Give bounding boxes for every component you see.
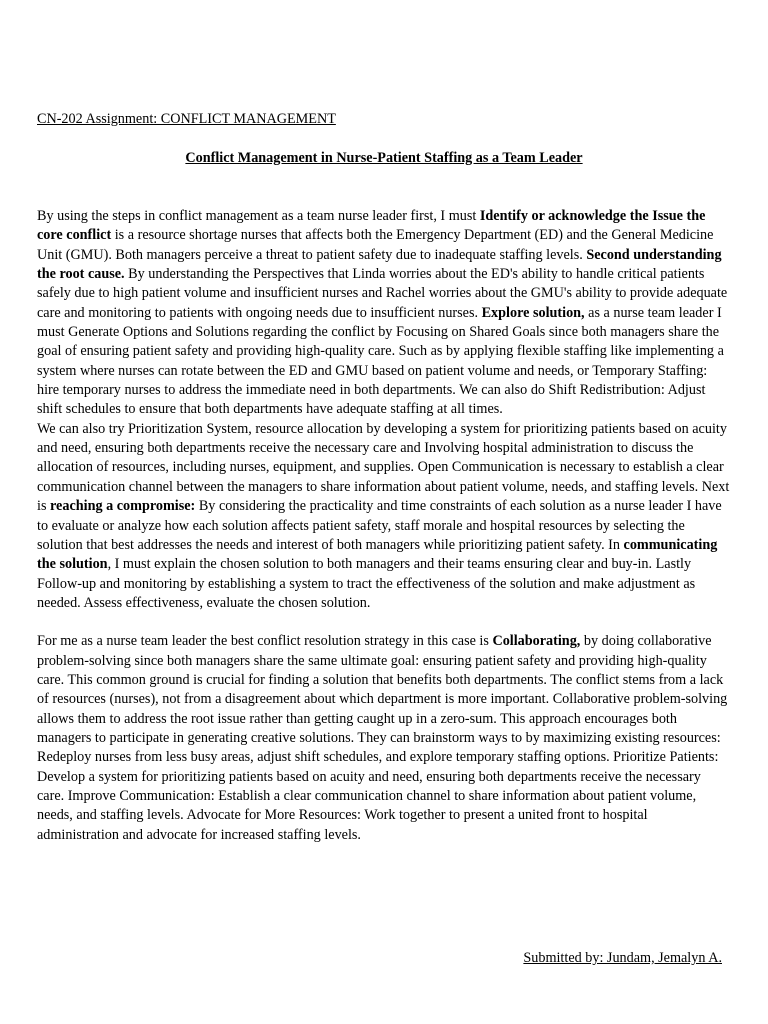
bold-segment: reaching a compromise: [50,498,196,515]
text-segment: We can also try Prioritization System, resource allocation by developing a system for prioritizing patients based on acuity and need, ensuring both departments receive the necessary care and Involving hospital administration to discuss the allocation of resources, including nurses, equipment, and supplies. Open Communication is necessary to establish a clear communication channel between the managers to share information about patient volume, needs, and staffing levels. Next is [37,420,730,515]
signature-line: Submitted by: Jundam, Jemalyn A. [523,950,722,966]
bold-segment: Explore solution, [481,304,585,321]
bold-segment: Identify or acknowledge the Issue the core conflict [37,208,706,244]
bold-segment: communicating the solution [37,536,718,573]
text-segment: By understanding the Perspectives that Linda worries about the ED's ability to handle critical patients safely due to high patient volume and insufficient nurses and Rachel worries about the GMU's ability to provide adequate care and monitoring to patients with ongoing needs due to insufficient nurses. [37,266,728,321]
text-segment: By using the steps in conflict management as a team nurse leader first, I must [37,208,480,224]
text-segment: For me as a nurse team leader the best conflict resolution strategy in this case is [37,633,493,650]
text-segment: By considering the practicality and time constraints of each solution as a nurse leader I have to evaluate or analyze how each solution affects patient safety, staff morale and hospital resources by selecting the solution that best addresses the needs and interest of both managers while prioritizing patient safety. In [37,498,722,553]
paragraph-1 [37,207,731,420]
paragraph-2 [37,420,731,613]
course-header: CN-202 Assignment: CONFLICT MANAGEMENT [37,111,336,127]
body-text [37,207,731,845]
text-segment: is a resource shortage nurses that affects both the Emergency Department (ED) and the General Medicine Unit (GMU). Both managers perceive a threat to patient safety due to inadequate staffing levels. [37,227,714,263]
paragraph-3 [37,632,731,845]
text-segment: , I must explain the chosen solution to both managers and their teams ensuring clear and buy-in. Lastly Follow-up and monitoring by establishing a system to tract the effectiveness of the solution and make adjustment as needed. Assess effectiveness, evaluate the chosen solution. [37,556,696,611]
text-segment: as a nurse team leader I must Generate Options and Solutions regarding the conflict by Focusing on Shared Goals since both managers share the goal of ensuring patient safety and providing high-quality care. Such as by applying flexible staffing like implementing a system where nurses can rotate between the ED and GMU based on patient volume and needs, or Temporary Staffing: hire temporary nurses to address the immediate need in both departments. We can also do Shift Redistribution: Adjust shift schedules to ensure that both departments have adequate staffing at all times. [37,304,724,418]
bold-segment: Collaborating, [492,633,581,650]
text-segment: by doing collaborative problem-solving since both managers share the same ultimate goal: ensuring patient safety and providing high-quality care. This common ground is crucial for finding a solution that benefits both departments. The conflict stems from a lack of resources (nurses), not from a disagreement about which department is more important. Collaborative problem-solving allows them to address the root issue rather than getting caught up in a zero-sum. This approach encourages both managers to participate in generating creative solutions. They can brainstorm ways to by maximizing existing resources: Redeploy nurses from less busy areas, adjust shift schedules, and explore temporary staffing options. Prioritize Patients: Develop a system for prioritizing patients based on acuity and need, ensuring both departments receive the necessary care. Improve Communication: Establish a clear communication channel to share information about patient volume, needs, and staffing levels. Advocate for More Resources: Work together to present a united front to hospital administration and advocate for increased staffing levels. [37,633,728,843]
bold-segment: Second understanding the root cause. [37,246,722,283]
page-title: Conflict Management in Nurse-Patient Staffing as a Team Leader [185,150,583,166]
